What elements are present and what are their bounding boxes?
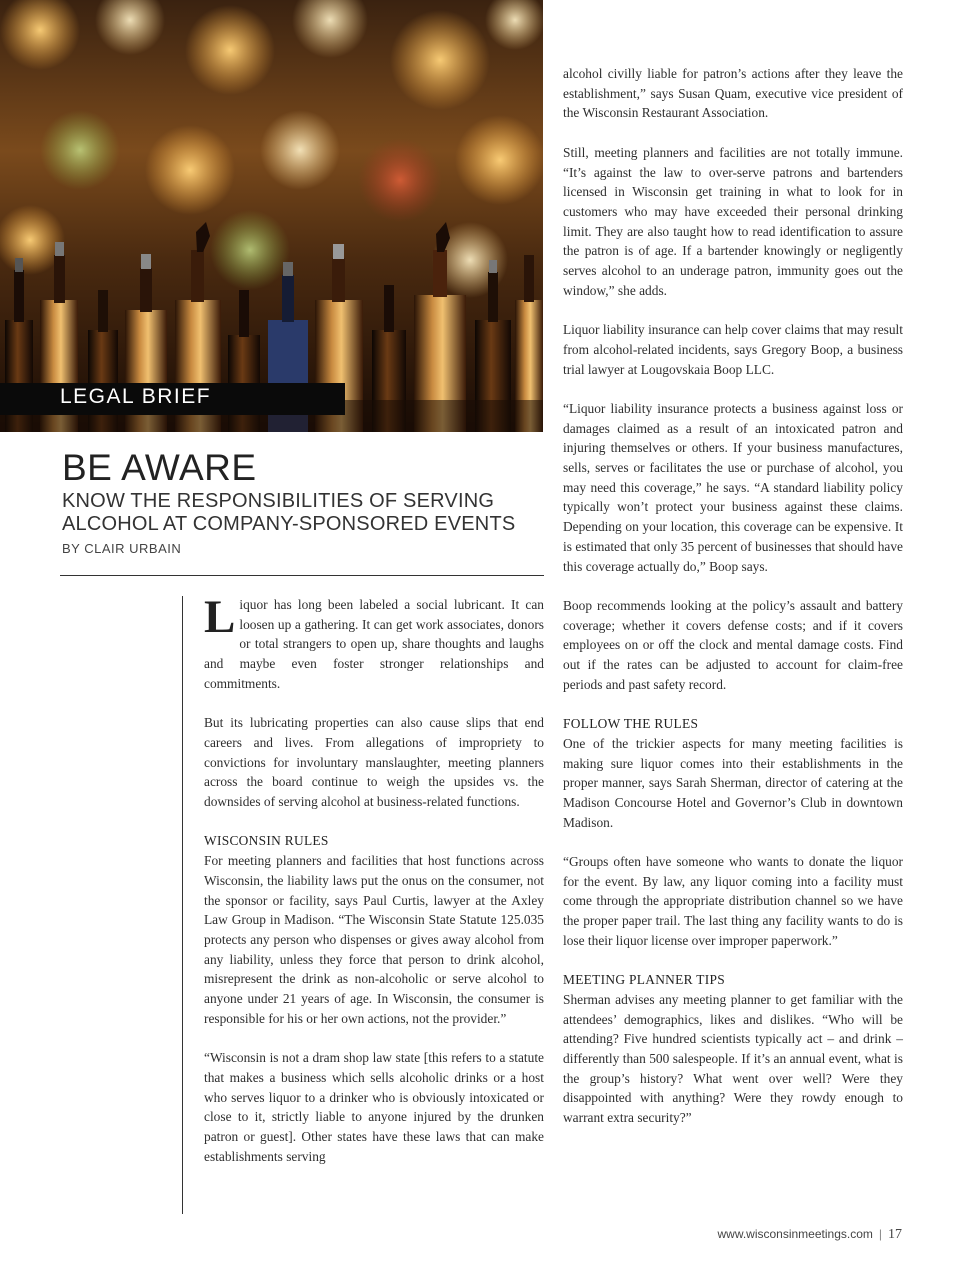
article-paragraph: Boop recommends looking at the policy’s assault and battery coverage; whether it covers defense costs; and if it covers employees on or off the clock and mental damage costs. Find out if the rates can be adjusted to account for claim-free periods and past safety record. bbox=[563, 597, 903, 692]
column-divider bbox=[182, 596, 183, 1214]
subhead-follow-the-rules: FOLLOW THE RULES bbox=[563, 716, 699, 732]
headline-divider bbox=[60, 575, 544, 576]
article-column-right bbox=[563, 64, 903, 1148]
article-byline: BY CLAIR URBAIN bbox=[62, 541, 182, 556]
article-paragraph: Liquor liability insurance can help cover claims that may result from alcohol-related incidents, says Gregory Boop, a business trial lawyer at Lougovskaia Boop LLC. bbox=[563, 322, 903, 377]
subhead-wisconsin-rules: WISCONSIN RULES bbox=[204, 833, 329, 849]
section-label: LEGAL BRIEF bbox=[60, 385, 212, 408]
article-paragraph: One of the trickier aspects for many meeting facilities is making sure liquor comes into their establishments in the proper manner, says Sarah Sherman, director of catering at the Madison Concourse Hotel and Governor’s Club in downtown Madison. bbox=[563, 735, 903, 830]
article-paragraph: Sherman advises any meeting planner to get familiar with the attendees’ demographics, likes and dislikes. “Who will be attending? Five hundred scientists typically act – and drink – differently than 500 salespeople. If it’s an annual event, what is the group’s history? What went over well? Were they disappointed with anything? Were they rowdy enough to warrant extra security?” bbox=[563, 991, 903, 1126]
article-column-left bbox=[204, 591, 544, 1186]
article-paragraph: alcohol civilly liable for patron’s actions after they leave the establishment,” says Susan Quam, executive vice president of the Wisconsin Restaurant Association. bbox=[563, 66, 903, 121]
footer-url[interactable]: www.wisconsinmeetings.com bbox=[717, 1227, 873, 1241]
article-paragraph: “Liquor liability insurance protects a business against loss or damages claimed as a result of an intoxicated patron and injuring themselves or others. If your business manufactures, sells, serves or facilitates the use or purchase of alcohol, you may need this coverage,” he says. “A standard liability policy typically won’t protect your business against these claims. Depending on your location, this coverage can be expensive. It is estimated that only 35 percent of businesses that should have this coverage actually do,” Boop says. bbox=[563, 400, 903, 574]
article-deck: KNOW THE RESPONSIBILITIES OF SERVING ALCOHOL AT COMPANY-SPONSORED EVENTS bbox=[62, 490, 516, 535]
article-headline: BE AWARE bbox=[62, 447, 257, 488]
article-paragraph: But its lubricating properties can also cause slips that end careers and lives. From allegations of impropriety to convictions for involuntary manslaughter, meeting planners across the board continue to weigh the upsides vs. the downsides of serving alcohol at business-related functions. bbox=[204, 715, 544, 810]
article-paragraph: For meeting planners and facilities that host functions across Wisconsin, the liability laws put the onus on the consumer, not the sponsor or facility, says Paul Curtis, lawyer at the Axley Law Group in Madison. “The Wisconsin State Statute 125.035 protects any person who dispenses or gives away alcohol from any liability, unless they force that person to drink alcohol, misrepresent the drink as non-alcoholic or serve alcohol to anyone under 21 years of age. In Wisconsin, the consumer is responsible for his or her own actions, not the provider.” bbox=[204, 853, 544, 1026]
article-paragraph: Still, meeting planners and facilities are not totally immune. “It’s against the law to over-serve patrons and bartenders licensed in Wisconsin get training in what to look for in customers who may have exceeded their personal drinking limit. They are also taught how to read identification to assure the patron is of age. If a bartender knowingly or negligently serves alcohol to an underage patron, immunity goes out the window,” she adds. bbox=[563, 144, 903, 298]
page-footer bbox=[717, 1227, 902, 1243]
drop-cap: L bbox=[204, 591, 236, 643]
bar-bottles-photo bbox=[0, 0, 543, 432]
subhead-meeting-planner-tips: MEETING PLANNER TIPS bbox=[563, 972, 725, 988]
article-paragraph: “Wisconsin is not a dram shop law state [this refers to a statute that makes a business which sells alcoholic drinks or a host who serves liquor to a drinker who is obviously intoxicated or close to it, strictly liable to anyone injured by the drunken patron or guest]. Other states have these laws that can make establishments serving bbox=[204, 1050, 544, 1164]
section-label-band bbox=[0, 383, 345, 415]
article-paragraph: “Groups often have someone who wants to donate the liquor for the event. By law, any liquor coming into a facility must come through the appropriate distribution channel so we have the proper paper trail. The last thing any facility wants to do is lose their liquor license over improper paperwork.” bbox=[563, 854, 903, 948]
page-number: 17 bbox=[888, 1227, 902, 1242]
article-paragraph: Liquor has long been labeled a social lubricant. It can loosen up a gathering. It can get work associates, donors or total strangers to open up, share thoughts and laughs and maybe even foster stronger relationships and commitments. bbox=[204, 591, 544, 691]
footer-separator: | bbox=[878, 1227, 882, 1241]
